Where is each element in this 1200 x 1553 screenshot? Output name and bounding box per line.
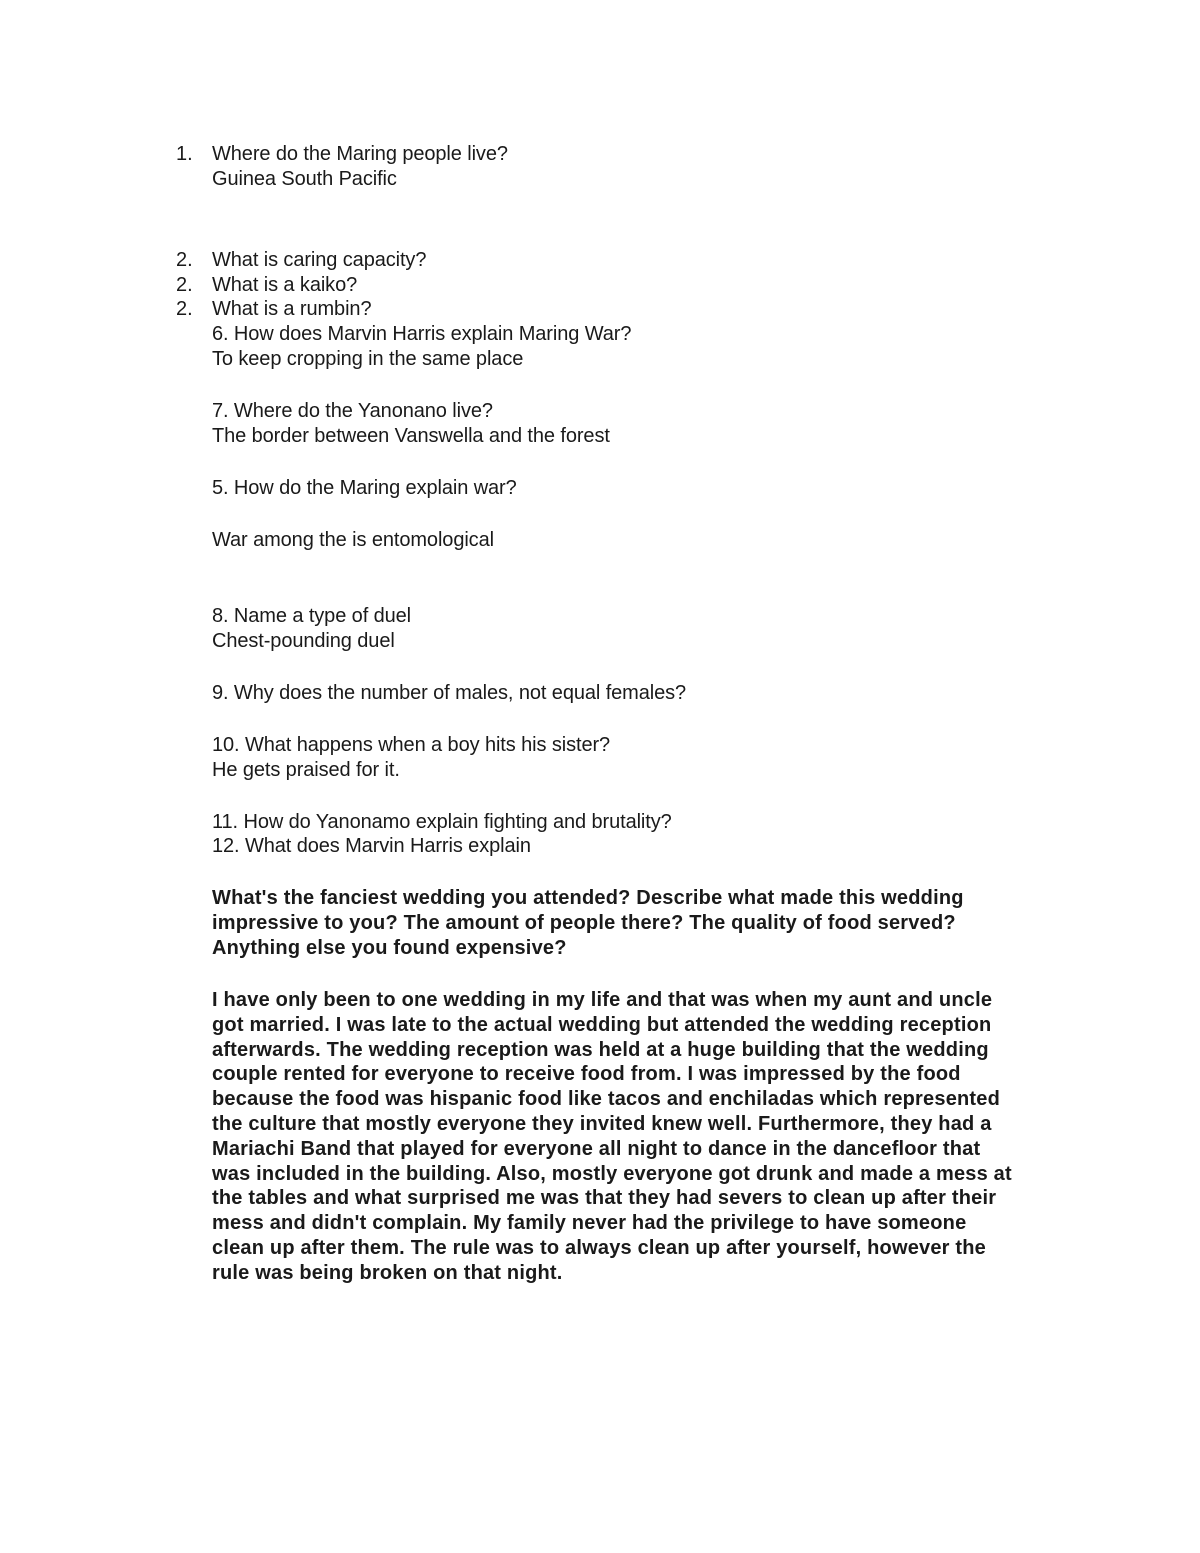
answer-1: Guinea South Pacific [212, 168, 397, 190]
essay-line: the culture that mostly everyone they invited knew well. Furthermore, they had a [212, 1112, 992, 1135]
list-number: 2. [176, 298, 193, 320]
question-12: 12. What does Marvin Harris explain [212, 835, 531, 857]
essay-line: rule was being broken on that night. [212, 1261, 563, 1284]
answer-7: The border between Vanswella and the forest [212, 425, 610, 447]
answer-8: Chest-pounding duel [212, 630, 395, 652]
answer-10: He gets praised for it. [212, 759, 400, 781]
essay-line: mess and didn't complain. My family never had the privilege to have someone [212, 1212, 967, 1235]
essay-body [212, 988, 1092, 1286]
question-7: 7. Where do the Yanonano live? [212, 400, 493, 422]
question-11: 11. How do Yanonamo explain fighting and brutality? [212, 811, 672, 833]
question-8: 8. Name a type of duel [212, 605, 412, 627]
prompt-line: Anything else you found expensive? [212, 936, 567, 959]
essay-line: Mariachi Band that played for everyone all night to dance in the dancefloor that [212, 1137, 981, 1160]
essay-line: I have only been to one wedding in my life and that was when my aunt and uncle [212, 989, 993, 1011]
question-6: 6. How does Marvin Harris explain Maring War? [212, 323, 632, 345]
list-number: 2. [176, 249, 193, 271]
list-number: 1. [176, 143, 193, 165]
essay-prompt [212, 886, 1092, 960]
essay-line: was included in the building. Also, mostly everyone got drunk and made a mess at [212, 1162, 1012, 1185]
essay-line: the tables and what surprised me was that they had severs to clean up after their [212, 1187, 997, 1210]
essay-line: clean up after them. The rule was to always clean up after yourself, however the [212, 1236, 987, 1259]
question-2a: What is caring capacity? [212, 249, 427, 271]
essay-line: because the food was hispanic food like tacos and enchiladas which represented [212, 1088, 1001, 1111]
question-2b: What is a kaiko? [212, 274, 358, 296]
answer-6: To keep cropping in the same place [212, 348, 524, 370]
essay-line: couple rented for everyone to receive food from. I was impressed by the food [212, 1063, 961, 1086]
list-number: 2. [176, 274, 193, 296]
prompt-line: impressive to you? The amount of people there? The quality of food served? [212, 911, 956, 934]
prompt-line: What's the fanciest wedding you attended? Describe what made this wedding [212, 887, 964, 909]
essay-line: got married. I was late to the actual wedding but attended the wedding reception [212, 1013, 992, 1036]
question-10: 10. What happens when a boy hits his sister? [212, 734, 611, 756]
question-9: 9. Why does the number of males, not equal females? [212, 682, 687, 704]
question-1: Where do the Maring people live? [212, 143, 508, 165]
question-5: 5. How do the Maring explain war? [212, 477, 517, 499]
essay-line: afterwards. The wedding reception was held at a huge building that the wedding [212, 1038, 989, 1061]
question-2c: What is a rumbin? [212, 298, 372, 320]
answer-5: War among the is entomological [212, 529, 494, 551]
